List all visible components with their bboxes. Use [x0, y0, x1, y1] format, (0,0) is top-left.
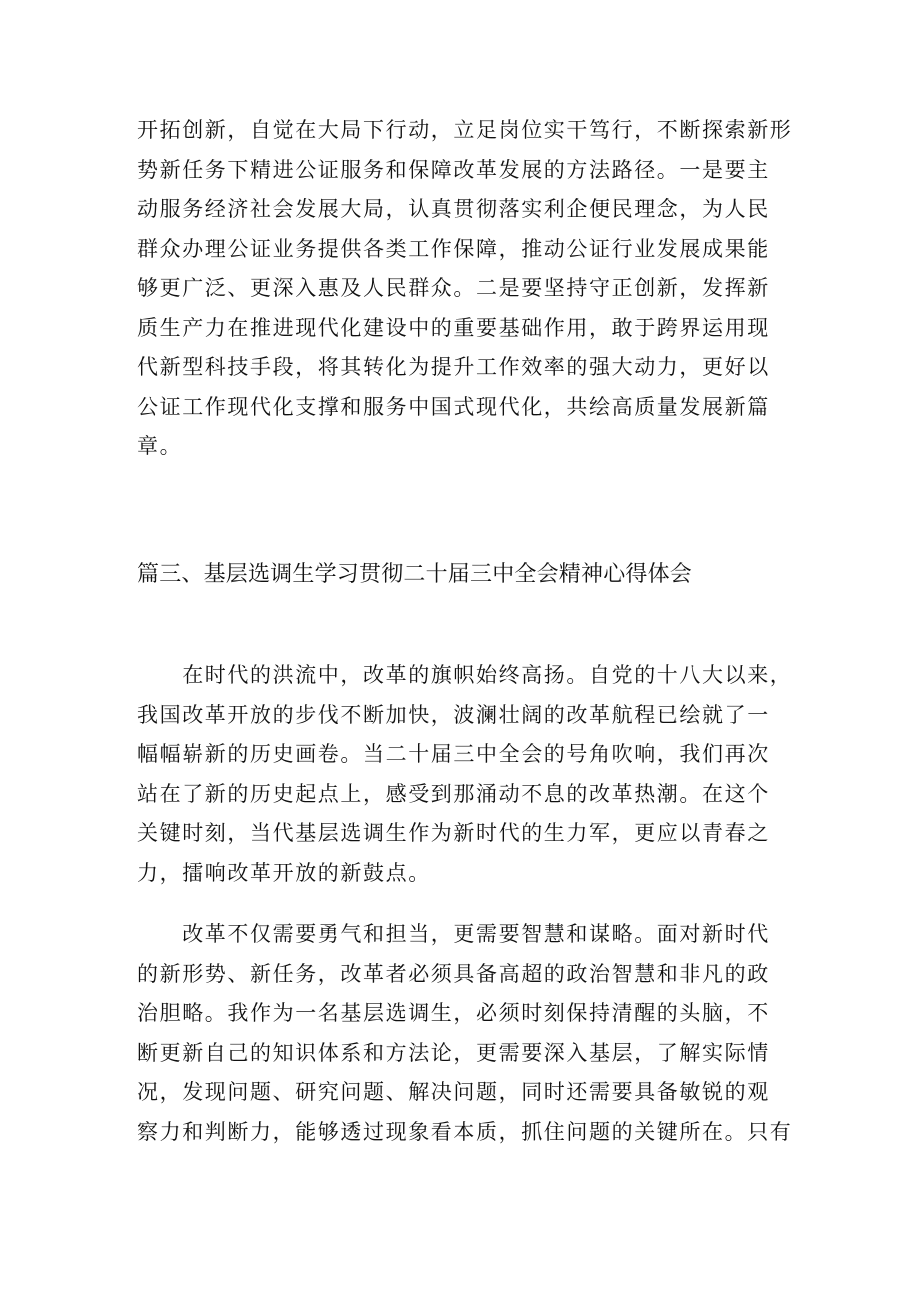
text-line: 章。 [137, 434, 183, 458]
text-line: 改革不仅需要勇气和担当，更需要智慧和谋略。面对新时代 [137, 922, 770, 946]
section-heading: 篇三、基层选调生学习贯彻二十届三中全会精神心得体会 [137, 562, 693, 587]
text-line: 势新任务下精进公证服务和保障改革发展的方法路径。一是要主 [137, 157, 770, 182]
text-line: 群众办理公证业务提供各类工作保障，推动公证行业发展成果能 [137, 236, 770, 261]
text-line: 站在了新的历史起点上，感受到那涌动不息的改革热潮。在这个 [137, 781, 770, 806]
text-line: 况，发现问题、研究问题、解决问题，同时还需要具备敏锐的观 [137, 1080, 770, 1104]
text-line: 断更新自己的知识体系和方法论，更需要深入基层，了解实际情 [137, 1040, 770, 1065]
paragraph-2 [137, 656, 793, 893]
text-line: 动服务经济社会发展大局，认真贯彻落实利企便民理念，为人民 [137, 197, 770, 221]
text-line: 质生产力在推进现代化建设中的重要基础作用，敢于跨界运用现 [137, 315, 770, 340]
text-line: 我国改革开放的步伐不断加快，波澜壮阔的改革航程已绘就了一 [137, 702, 770, 727]
text-line: 公证工作现代化支撑和服务中国式现代化，共绘高质量发展新篇 [137, 394, 770, 419]
text-line: 治胆略。我作为一名基层选调生，必须时刻保持清醒的头脑，不 [137, 1001, 770, 1025]
paragraph-3 [137, 915, 793, 1152]
text-line: 在时代的洪流中，改革的旗帜始终高扬。自党的十八大以来， [137, 663, 793, 687]
text-line: 开拓创新，自觉在大局下行动，立足岗位实干笃行，不断探索新形 [137, 118, 793, 142]
text-line: 的新形势、新任务，改革者必须具备高超的政治智慧和非凡的政 [137, 961, 770, 986]
text-line: 察力和判断力，能够透过现象看本质，抓住问题的关键所在。只有 [137, 1119, 793, 1144]
text-line: 力，擂响改革开放的新鼓点。 [137, 860, 431, 885]
text-line: 幅幅崭新的历史画卷。当二十届三中全会的号角吹响，我们再次 [137, 742, 770, 766]
text-line: 够更广泛、更深入惠及人民群众。二是要坚持守正创新，发挥新 [137, 276, 770, 300]
text-line: 关键时刻，当代基层选调生作为新时代的生力军，更应以青春之 [137, 821, 770, 845]
text-line: 代新型科技手段，将其转化为提升工作效率的强大动力，更好以 [137, 355, 770, 379]
paragraph-continuation [137, 111, 793, 467]
